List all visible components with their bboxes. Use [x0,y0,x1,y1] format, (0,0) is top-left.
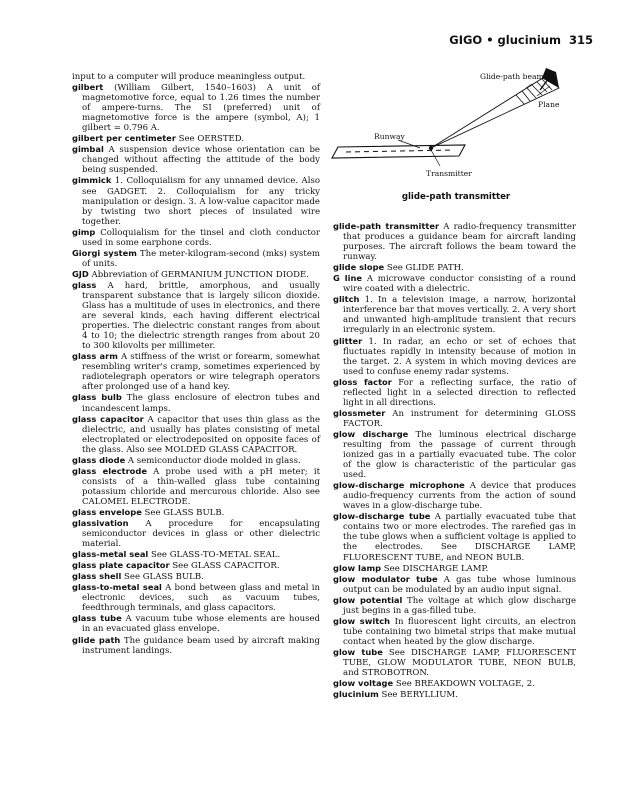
entry-text: A probe used with a pH meter; it consists of a thin-walled glass tube containing potassium chloride and mercurous chloride. Also see CALOMEL ELECTRODE. [82,466,320,507]
entry [333,689,576,700]
entry-text: For a reflecting surface, the ratio of reflected light in a selected direction to reflected light in all directions. [343,377,576,408]
glide-path-diagram [330,44,582,214]
entry-term: GJD [72,268,89,279]
entry-term: glow voltage [333,678,394,689]
entry-text: The meter-kilogram-second (mks) system of units. [82,248,320,269]
entry-term: gimp [72,226,96,237]
entry [333,408,576,429]
entry-text: In fluorescent light circuits, an electron tube containing two bimetal strips that make mutual contact when heated by the glow discharge. [343,616,577,647]
entry-term: glass diode [72,454,126,465]
entry-text: A semiconductor diode molded in glass. [127,455,301,466]
entry-text: See DISCHARGE LAMP, FLUORESCENT TUBE, GLOW MODULATOR TUBE, NEON BULB, and STROBOTRON. [343,647,576,679]
entry [72,466,320,507]
entry [72,518,320,549]
entry-text: A stiffness of the wrist or forearm, somewhat resembling writer's cramp, sometimes experienced by radiotelegraph operators or wire telegraph operators after prolonged use of a hand key. [82,352,320,393]
entry [333,511,576,562]
entry-term: glide slope [333,262,385,273]
right-column [333,221,576,700]
entry-term: gimbal [72,144,104,155]
entry-text: The luminous electrical discharge resulting from the passage of current through ionized gas in a partially evacuated tube. The color of the glow is characteristic of the particular gas used. [343,429,577,481]
entry-term: glow modulator tube [333,573,438,584]
entry-term: gimmick [72,175,112,186]
entry-term: Giorgi system [72,247,137,258]
runway-label: Runway [374,132,405,141]
entry [333,595,576,616]
entry-text: See GLASS CAPACITOR. [172,561,280,572]
entry [72,455,320,466]
entry-term: glass shell [72,571,122,582]
entry-text: See BREAKDOWN VOLTAGE, 2. [395,679,535,690]
entry [333,616,576,647]
entry-term: glass-metal seal [72,549,149,560]
glide-path-figure [330,44,582,214]
entry-text: A bond between glass and metal in electronic devices, such as vacuum tubes, feedthrough terminals, and glass capacitors. [82,583,320,614]
entry [72,71,320,82]
entry-text: 1. In radar, an echo or set of echoes that fluctuates rapidly in intensity because of motion in the target. 2. A system in which moving devices are used to confuse enemy radar systems. [343,336,576,377]
entry [333,678,576,689]
entry [333,336,576,377]
entry-term: glass-to-metal seal [72,582,162,593]
entry-text: An instrument for determining GLOSS FACTOR. [343,408,577,429]
entry-text: Abbreviation of GERMANIUM JUNCTION DIODE. [91,269,309,280]
entry-text: See GLASS BULB. [124,572,204,583]
entry [333,563,576,574]
entry-term: glow tube [333,646,383,657]
entry [72,635,320,656]
entry-text: A vacuum tube whose elements are housed in an evacuated glass envelope. [82,614,320,635]
entry-text: (William Gilbert, 1540–1603) A unit of magnetomotive force, equal to 1.26 times the number of ampere-turns. The SI (preferred) unit of magnetomotive force is the ampere (symbol, A); 1 gilbert = 0.796 A. [82,83,320,134]
entry-text: See DISCHARGE LAMP. [383,563,489,574]
entry-text: A microwave conductor consisting of a round wire coated with a dielectric. [343,274,577,295]
entry [333,294,576,335]
entry [72,144,320,175]
transmitter-icon [429,146,433,150]
entry-term: glow switch [333,615,391,626]
entry [72,613,320,634]
runway-centerline [346,150,454,152]
transmitter-label: Transmitter [426,169,472,178]
entry [72,351,320,392]
entry-term: glass bulb [72,392,122,403]
entry [72,248,320,269]
entry-text: A radio-frequency transmitter that produces a guidance beam for aircraft landing purposes. The aircraft follows the beam toward the runway. [343,222,577,263]
entry-term: glass arm [72,351,118,362]
entry-term: glitter [333,335,363,346]
entry [333,273,576,294]
entry-term: glow-discharge microphone [333,480,465,491]
entry-term: gloss factor [333,376,392,387]
entry [72,82,320,133]
entry-term: gilbert per centimeter [72,133,176,144]
entry-text: See GLIDE PATH. [386,263,464,274]
runway-leader [398,140,420,148]
entry-text: Colloquialism for the tinsel and cloth conductor used in some earphone cords. [82,227,320,248]
entry-term: glass tube [72,613,122,624]
entry [72,392,320,413]
entry-term: gilbert [72,82,104,93]
plane-label: Plane [538,100,560,109]
entry [333,377,576,408]
entry-text: See GLASS BULB. [144,507,225,518]
entry-term: glass envelope [72,506,142,517]
entry-text: See OERSTED. [178,134,245,145]
entry [72,560,320,571]
entry [333,480,576,511]
entry-text: 1. In a television image, a narrow, horizontal interference bar that moves vertically. 2. A very short and unwanted high-amplitude transient that recurs irregularly in an electronic system. [343,295,576,336]
entry-text: The glass enclosure of electron tubes and incandescent lamps. [82,393,321,414]
entry-term: glass plate capacitor [72,560,170,571]
beam-shape [431,76,559,148]
entry-text: A procedure for encapsulating semiconductor devices in glass or other dielectric material. [82,519,321,550]
entry [72,571,320,582]
entry-text: See BERYLLIUM. [381,690,458,701]
entry [72,133,320,144]
entry-term: glass [72,279,97,290]
entry [333,221,576,262]
entry-text: input to a computer will produce meaningless output. [72,72,306,82]
entry [333,647,576,678]
header-title: GIGO • glucinium [449,33,561,47]
entry [72,582,320,613]
entry-term: glide-path transmitter [333,221,440,231]
entry [72,175,320,226]
entry [72,280,320,351]
entry-term: glass electrode [72,465,147,476]
entry-term: glossmeter [333,407,386,418]
entry-text: 1. Colloquialism for any unnamed device. Also see GADGET. 2. Colloquialism for any tricky manipulation or design. 3. A low-value capacitor made by twisting two short pieces of insulated wire together. [82,176,320,227]
entry [72,414,320,455]
entry-term: G line [333,273,363,284]
entry-text: A suspension device whose orientation can be changed without affecting the attitude of the body being suspended. [82,145,320,176]
entry [333,574,576,595]
page-number: 315 [568,33,593,47]
entry-text: The guidance beam used by aircraft making instrument landings. [82,635,321,656]
entry-term: glow potential [333,594,403,605]
entry [72,549,320,560]
entry-term: glow-discharge tube [333,511,431,522]
entry-text: The voltage at which glow discharge just begins in a gas-filled tube. [343,595,577,616]
entry-text: A partially evacuated tube that contains two or more electrodes. The rarefied gas in the tube glows when a sufficient voltage is applied to the electrodes. See DISCHARGE LAMP, FLUORESCENT TUBE, and NEON BULB. [343,512,576,563]
entry [333,429,576,480]
entry [333,262,576,273]
entry-term: glow lamp [333,562,382,573]
entry-text: A device that produces audio-frequency currents from the action of sound waves in a glow-discharge tube. [343,481,577,512]
entry-text: See GLASS-TO-METAL SEAL. [151,550,281,561]
entry [72,227,320,248]
plane-leader [537,86,550,96]
entry-term: glucinium [333,689,379,700]
entry-term: glass capacitor [72,413,144,424]
entry-term: glide path [72,634,121,645]
figure-caption: glide-path transmitter [401,192,511,202]
entry-text: A gas tube whose luminous output can be modulated by an audio input signal. [343,574,576,595]
entry-term: glow discharge [333,428,409,439]
entry-text: A hard, brittle, amorphous, and usually transparent substance that is largely silicon dioxide. Glass has a multitude of uses in electronics, and there are several kinds, each having different electrical properties. The dielectric constant ranges from about 4 to 10; the dielectric strength ranges from about 20 to 300 kilovolts per millimeter. [82,280,320,352]
entry [72,269,320,280]
transmitter-leader [431,150,440,166]
beam-label: Glide-path beam [480,72,544,81]
left-column [72,71,320,656]
entry-text: A capacitor that uses thin glass as the dielectric, and usually has plates consisting of metal electroplated or electrodeposited on opposite faces of the glass. Also see MOLDED GLASS CAPACITOR. [82,414,321,455]
runway-shape [332,145,465,158]
entry-term: glassivation [72,518,129,529]
beam-leader [526,84,532,88]
entry [72,507,320,518]
entry-term: glitch [333,294,360,305]
